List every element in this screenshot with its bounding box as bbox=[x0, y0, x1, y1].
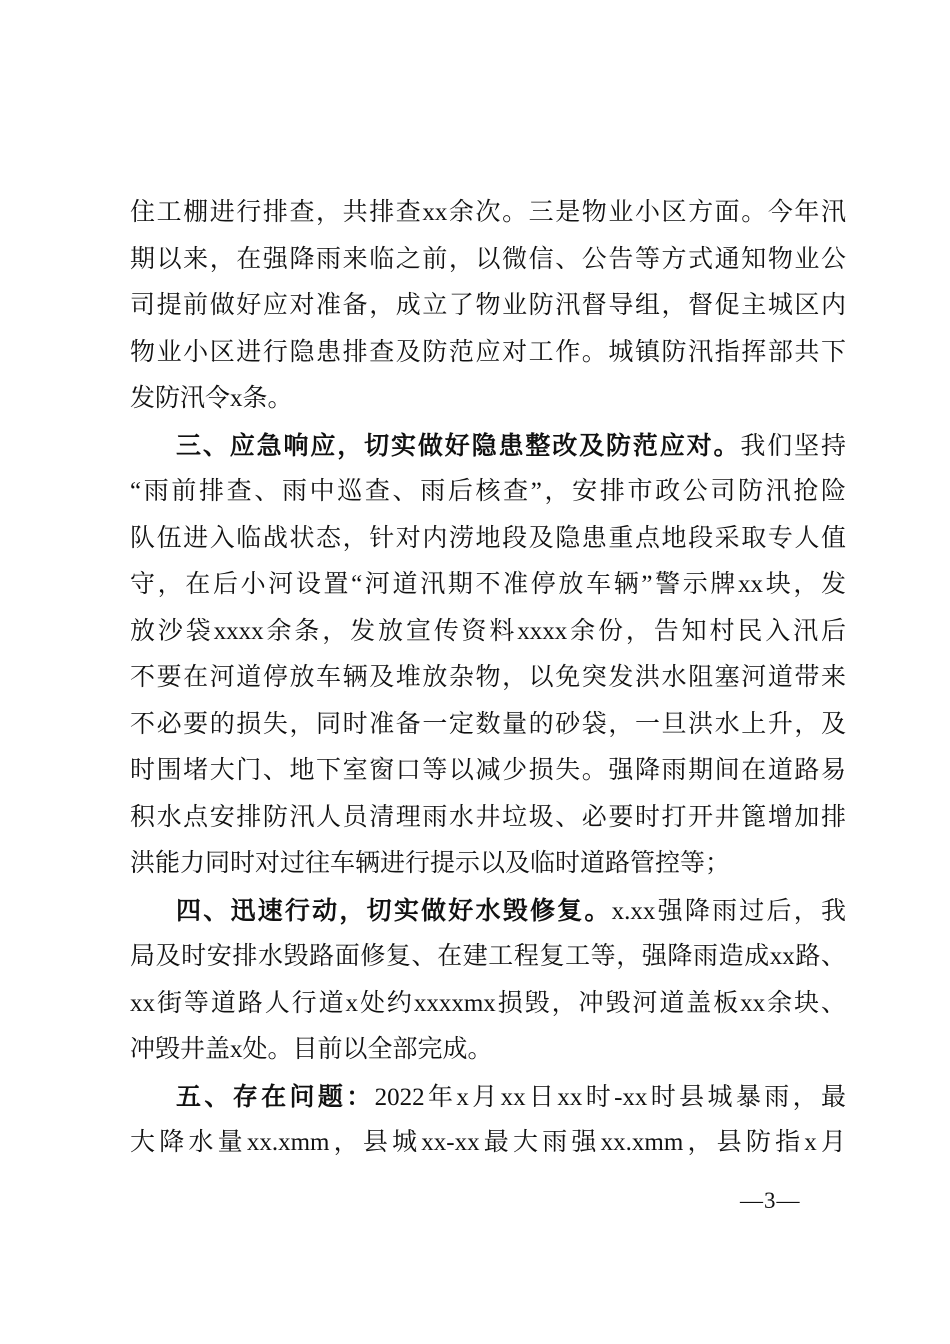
line-text: 守，在后小河设置“河道汛期不准停放车辆”警示牌xx块，发 bbox=[130, 571, 846, 598]
text-line bbox=[130, 330, 846, 377]
text-line bbox=[130, 609, 846, 656]
line-text: xx街等道路人行道x处约xxxxmx损毁，冲毁河道盖板xx余块、 bbox=[130, 989, 846, 1017]
line-text: 队伍进入临战状态，针对内涝地段及隐患重点地段采取专人值 bbox=[130, 524, 846, 552]
text-line bbox=[130, 283, 846, 330]
text-line bbox=[130, 516, 846, 563]
line-text: 不要在河道停放车辆及堆放杂物，以免突发洪水阻塞河道带来 bbox=[130, 664, 846, 691]
text-line bbox=[130, 1027, 846, 1074]
text-line bbox=[130, 237, 846, 284]
text-line bbox=[130, 190, 846, 237]
line-text: 期以来，在强降雨来临之前，以微信、公告等方式通知物业公 bbox=[130, 245, 846, 273]
line-text: 大降水量xx.xmm，县城xx-xx最大雨强xx.xmm，县防指x月 bbox=[130, 1129, 846, 1156]
text-line bbox=[130, 376, 846, 423]
section-heading: 四、迅速行动，切实做好水毁修复。 bbox=[176, 895, 612, 925]
text-line bbox=[130, 562, 846, 609]
line-text: x.xx强降雨过后，我 bbox=[611, 897, 846, 925]
line-text: 放沙袋xxxx余条，发放宣传资料xxxx余份，告知村民入汛后 bbox=[130, 617, 846, 645]
line-text: 冲毁井盖x处。目前以全部完成。 bbox=[130, 1036, 493, 1063]
text-line bbox=[130, 888, 846, 935]
line-text: 洪能力同时对过往车辆进行提示以及临时道路管控等； bbox=[130, 850, 731, 877]
line-text: 不必要的损失，同时准备一定数量的砂袋，一旦洪水上升，及 bbox=[130, 710, 846, 738]
page-number: —3— bbox=[740, 1188, 801, 1213]
line-text: 发防汛令x条。 bbox=[130, 385, 293, 412]
line-text: 物业小区进行隐患排查及防范应对工作。城镇防汛指挥部共下 bbox=[130, 338, 846, 366]
text-line bbox=[130, 841, 846, 888]
line-text: 局及时安排水毁路面修复、在建工程复工等，强降雨造成xx路、 bbox=[130, 943, 846, 970]
text-line bbox=[130, 1074, 846, 1121]
text-line bbox=[130, 795, 846, 842]
paragraph bbox=[130, 888, 846, 1074]
section-heading: 三、应急响应，切实做好隐患整改及防范应对。 bbox=[176, 430, 741, 460]
line-text: 积水点安排防汛人员清理雨水井垃圾、必要时打开井篦增加排 bbox=[130, 803, 846, 831]
line-text: 时围堵大门、地下室窗口等以减少损失。强降雨期间在道路易 bbox=[130, 757, 846, 784]
text-line bbox=[130, 423, 846, 470]
text-line bbox=[130, 981, 846, 1028]
section-heading: 五、存在问题： bbox=[176, 1081, 375, 1111]
text-line bbox=[130, 934, 846, 981]
line-text: 住工棚进行排查，共排查xx余次。三是物业小区方面。今年汛 bbox=[130, 199, 846, 226]
line-text: 我们坚持 bbox=[740, 432, 846, 460]
paragraph bbox=[130, 1074, 846, 1167]
line-text: 2022年x月xx日xx时-xx时县城暴雨，最 bbox=[374, 1083, 846, 1111]
line-text: 司提前做好应对准备，成立了物业防汛督导组，督促主城区内 bbox=[130, 292, 846, 319]
text-line bbox=[130, 1120, 846, 1167]
text-line bbox=[130, 702, 846, 749]
line-text: “雨前排查、雨中巡查、雨后核查”，安排市政公司防汛抢险 bbox=[130, 478, 846, 505]
text-line bbox=[130, 748, 846, 795]
paragraph bbox=[130, 423, 846, 888]
document-body bbox=[130, 190, 846, 1167]
text-line bbox=[130, 655, 846, 702]
text-line bbox=[130, 469, 846, 516]
paragraph bbox=[130, 190, 846, 423]
